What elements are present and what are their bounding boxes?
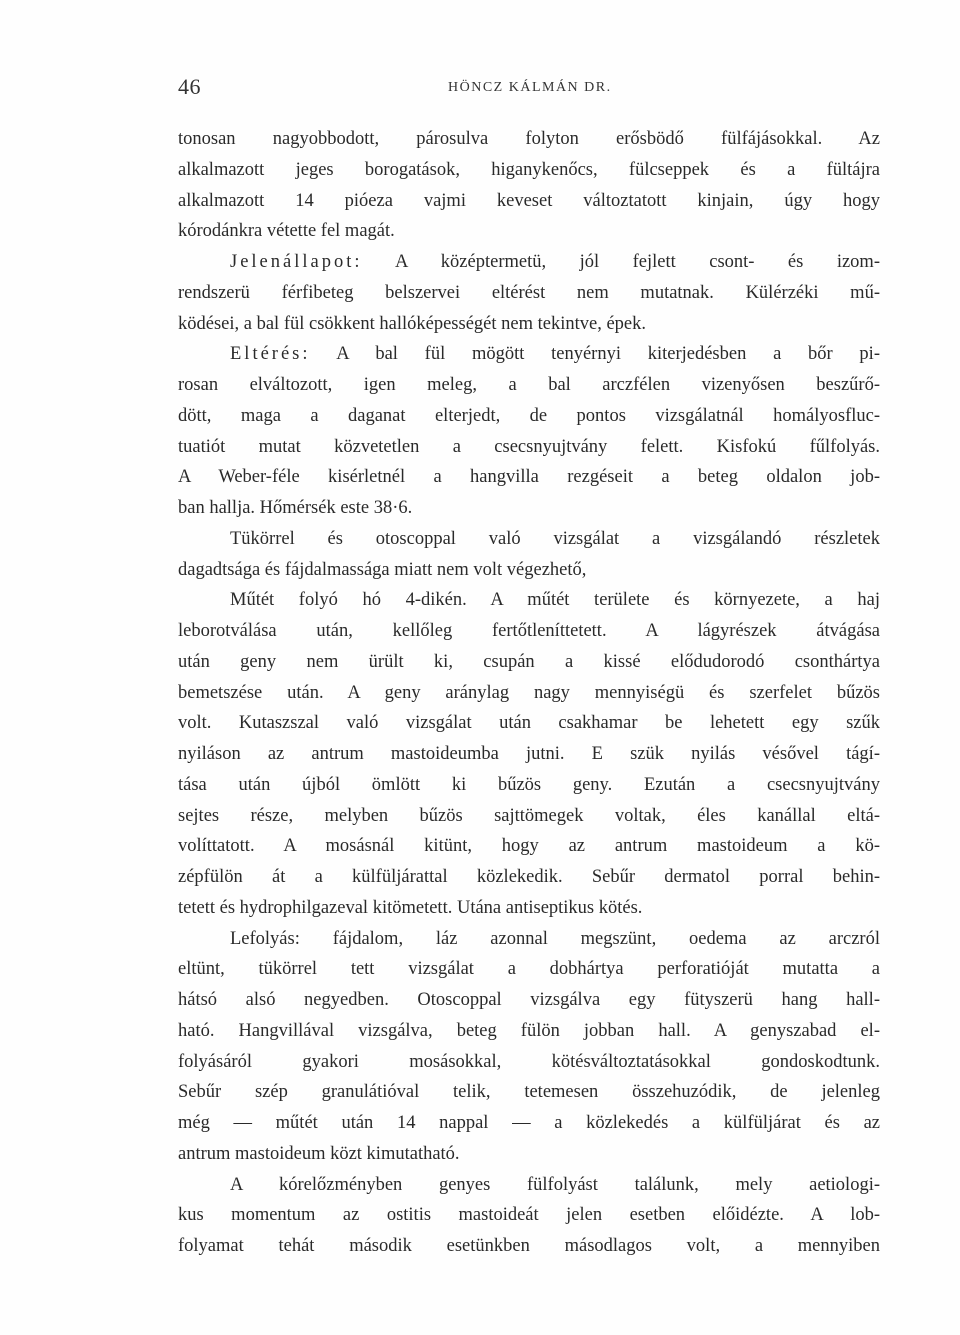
text-line bbox=[178, 370, 880, 401]
line-text: folyamat tehát második esetünkben másodlagos volt, a mennyiben bbox=[178, 1236, 880, 1256]
text-line bbox=[178, 831, 880, 862]
text-line bbox=[178, 462, 880, 493]
text-line bbox=[178, 1231, 880, 1262]
text-line bbox=[178, 678, 880, 709]
text-line bbox=[178, 585, 880, 616]
text-line bbox=[178, 432, 880, 463]
text-line bbox=[178, 954, 880, 985]
text-line bbox=[178, 493, 880, 524]
text-line bbox=[178, 1170, 880, 1201]
text-line bbox=[178, 1047, 880, 1078]
text-line bbox=[178, 1200, 880, 1231]
line-text: volt. Kutaszszal való vizsgálat után csakhamar be lehetett egy szűk bbox=[178, 713, 880, 734]
line-text: A kórelőzményben genyes fülfolyást találunk, mely aetiologi- bbox=[230, 1174, 880, 1195]
text-line bbox=[178, 186, 880, 217]
spaced-heading: Jelenállapot: bbox=[230, 252, 363, 272]
line-text: után geny nem ürült ki, csupán a kissé elődudorodó csonthártya bbox=[178, 651, 880, 672]
text-line bbox=[178, 1016, 880, 1047]
line-text: Műtét folyó hó 4-dikén. A műtét területe és környezete, a haj bbox=[230, 590, 880, 611]
line-text: antrum mastoideum közt kimutatható. bbox=[178, 1143, 460, 1164]
line-text: alkalmazott 14 pióeza vajmi keveset változtatott kinjain, úgy hogy bbox=[178, 190, 880, 211]
line-text: Sebűr szép granulátióval telik, tetemesen összehuzódik, de jelenleg bbox=[178, 1082, 880, 1103]
line-text: dagadtsága és fájdalmassága miatt nem volt végezhető, bbox=[178, 559, 587, 580]
text-line bbox=[178, 985, 880, 1016]
text-line bbox=[178, 124, 880, 155]
page-number: 46 bbox=[178, 74, 201, 99]
line-text: Lefolyás: fájdalom, láz azonnal megszünt, oedema az arczról bbox=[230, 928, 880, 949]
page-header bbox=[178, 74, 898, 104]
text-line bbox=[178, 401, 880, 432]
line-text: A bal fül mögött tenyérnyi kiterjedésben a bőr pi- bbox=[310, 344, 880, 365]
line-text: még — műtét után 14 nappal — a közlekedés a külfüljárat és az bbox=[178, 1113, 880, 1133]
text-line bbox=[178, 524, 880, 555]
text-line bbox=[178, 770, 880, 801]
line-text: folyásáról gyakori mosásokkal, kötésváltoztatásokkal gondoskodtunk. bbox=[178, 1051, 880, 1072]
line-text: volíttatott. A mosásnál kitünt, hogy az antrum mastoideum a kö- bbox=[178, 836, 880, 857]
text-line bbox=[178, 216, 880, 247]
line-text: rendszerü férfibeteg belszervei eltérést nem mutatnak. Külérzéki mű- bbox=[178, 282, 880, 303]
line-text: tuatiót mutat közvetetlen a csecsnyujtvány felett. Kisfokú fűlfolyás. bbox=[178, 436, 880, 457]
running-head: HÖNCZ KÁLMÁN DR. bbox=[448, 80, 612, 95]
text-line bbox=[178, 339, 880, 370]
line-text: alkalmazott jeges borogatások, higanykenőcs, fülcseppek és a fültájra bbox=[178, 159, 880, 180]
line-text: A Weber-féle kisérletnél a hangvilla rezgéseit a beteg oldalon job- bbox=[178, 467, 880, 488]
line-text: eltünt, tükörrel tett vizsgálat a dobhártya perforatióját mutatta a bbox=[178, 959, 880, 980]
line-text: ban hallja. Hőmérsék este 38·6. bbox=[178, 498, 413, 518]
line-text: ható. Hangvillával vizsgálva, beteg fülön jobban hall. A genyszabad el- bbox=[178, 1020, 880, 1041]
line-text: nyiláson az antrum mastoideumba jutni. E szük nyilás vésővel tágí- bbox=[178, 744, 880, 764]
text-line bbox=[178, 555, 880, 586]
line-text: ködései, a bal fül csökkent hallóképességét nem tekintve, épek. bbox=[178, 313, 647, 334]
line-text: A középtermetü, jól fejlett csont- és izom- bbox=[362, 252, 880, 272]
text-line bbox=[178, 1108, 880, 1139]
line-text: tása után újból ömlött ki bűzös geny. Ezután a csecsnyujtvány bbox=[178, 774, 880, 795]
text-line bbox=[178, 309, 880, 340]
text-line bbox=[178, 924, 880, 955]
line-text: Tükörrel és otoscoppal való vizsgálat a vizsgálandó részletek bbox=[230, 528, 880, 549]
text-line bbox=[178, 1077, 880, 1108]
text-line bbox=[178, 862, 880, 893]
body-text bbox=[178, 124, 880, 1262]
line-text: rosan elváltozott, igen meleg, a bal arczfélen vizenyősen beszűrő- bbox=[178, 375, 880, 395]
line-text: hátsó alsó negyedben. Otoscoppal vizsgálva egy fütyszerü hang hall- bbox=[178, 990, 880, 1010]
line-text: bemetszése után. A geny aránylag nagy mennyiségü és szerfelet bűzös bbox=[178, 682, 880, 703]
text-line bbox=[178, 247, 880, 278]
text-line bbox=[178, 1139, 880, 1170]
line-text: zépfülön át a külfüljárattal közlekedik. Sebűr dermatol porral behin- bbox=[178, 867, 880, 887]
text-line bbox=[178, 278, 880, 309]
line-text: sejtes része, melyben bűzös sajttömegek voltak, éles kanállal eltá- bbox=[178, 805, 880, 826]
line-text: leborotválása után, kellőleg fertőtleníttetett. A lágyrészek átvágása bbox=[178, 621, 880, 641]
line-text: tetett és hydrophilgazeval kitömetett. Utána antiseptikus kötés. bbox=[178, 897, 643, 918]
text-line bbox=[178, 893, 880, 924]
text-line bbox=[178, 647, 880, 678]
text-line bbox=[178, 801, 880, 832]
line-text: dött, maga a daganat elterjedt, de pontos vizsgálatnál homályosfluc- bbox=[178, 405, 880, 426]
line-text: tonosan nagyobbodott, párosulva folyton erősbödő fülfájásokkal. Az bbox=[178, 129, 880, 149]
text-line bbox=[178, 739, 880, 770]
text-line bbox=[178, 616, 880, 647]
line-text: kus momentum az ostitis mastoideát jelen esetben előidézte. A lob- bbox=[178, 1205, 880, 1226]
line-text: kórodánkra vétette fel magát. bbox=[178, 221, 395, 242]
text-line bbox=[178, 155, 880, 186]
text-line bbox=[178, 708, 880, 739]
spaced-heading: Eltérés: bbox=[230, 344, 311, 365]
